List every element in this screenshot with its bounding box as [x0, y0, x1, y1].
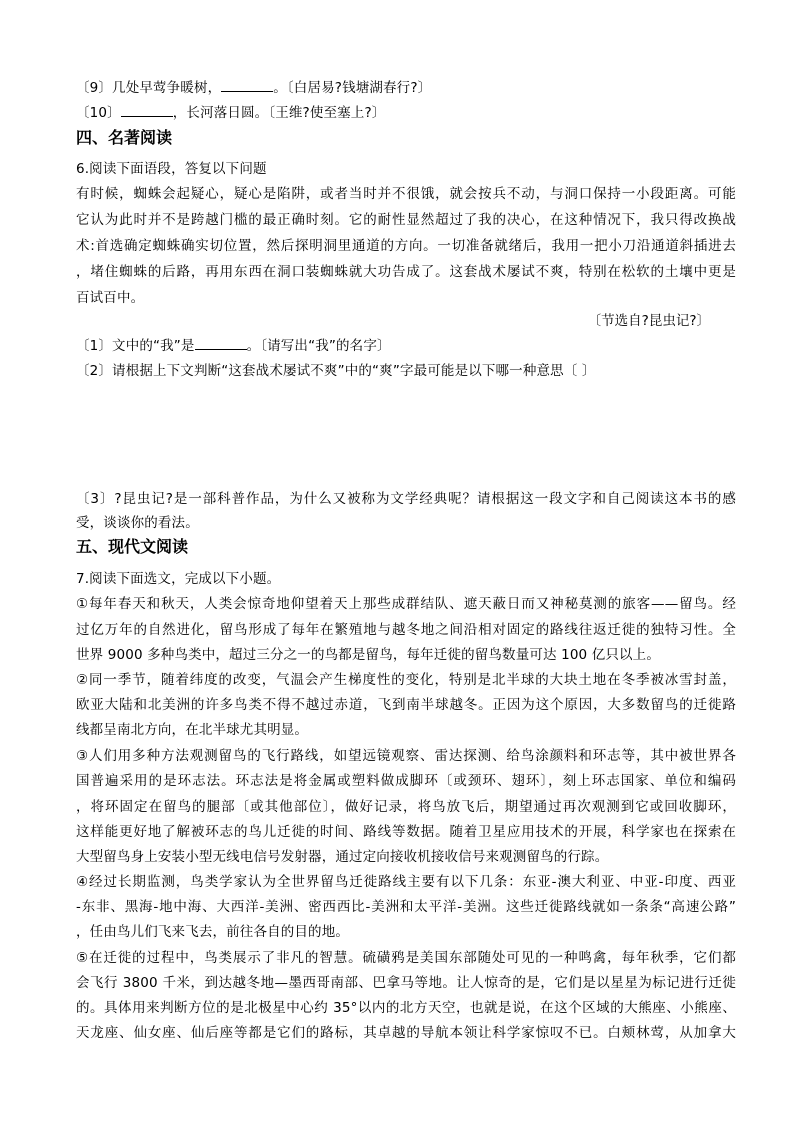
passage-line: ②同一季节，随着纬度的改变，气温会产生梯度性的变化，特别是北半球的大块土地在冬季被冰雪封盖， [76, 672, 736, 688]
passage-line: 大型留鸟身上安装小型无线电信号发射器，通过定向接收机接收信号来观测留鸟的行踪。 [76, 849, 609, 865]
question-3-line: 受，谈谈你的看法。 [76, 515, 199, 531]
passage-line: 国普遍采用的是环志法。环志法是将金属或塑料做成脚环〔或颈环、翅环〕，刻上环志国家、单位和编码 [76, 773, 736, 789]
passage-line: 天龙座、仙女座、仙后座等都是它们的路标，其卓越的导航本领让科学家惊叹不已。白颊林莺，从加拿大 [76, 1025, 736, 1041]
passage-line: 百试百中。 [76, 290, 145, 306]
section-heading: 四、名著阅读 [76, 128, 173, 147]
passage-line: ①每年春天和秋天，人类会惊奇地仰望着天上那些成群结队、遮天蔽日而又神秘莫测的旅客——留鸟。经 [76, 596, 736, 612]
passage-line: 会飞行 3800 千米，到达越冬地—墨西哥南部、巴拿马等地。让人惊奇的是，它们是以星星为标记进行迁徙 [76, 975, 736, 991]
passage-line: -东非、黑海-地中海、大西洋-美洲、密西西比-美洲和太平洋-美洲。这些迁徙路线就如一条条“高速公路” [76, 899, 736, 915]
passage-line: 的。具体用来判断方位的是北极星中心约 35°以内的北方天空，也就是说，在这个区域的大熊座、小熊座、 [76, 1000, 736, 1016]
question-9 [76, 78, 736, 98]
question-10-prefix: 〔10〕 [76, 105, 121, 121]
instruction: 7.阅读下面选文，完成以下小题。 [76, 571, 281, 587]
section-heading: 五、现代文阅读 [76, 537, 189, 556]
passage-line: ④经过长期监测，鸟类学家认为全世界留鸟迁徙路线主要有以下几条：东亚-澳大利亚、中亚-印度、西亚 [76, 874, 736, 890]
question-9-prefix: 〔9〕几处早莺争暖树， [76, 80, 222, 96]
passage-line: 有时候，蜘蛛会起疑心，疑心是陷阱，或者当时并不很饿，就会按兵不动，与洞口保持一小段距离。可能 [76, 186, 736, 202]
passage-line: 线都呈南北方向，在北半球尤其明显。 [76, 722, 309, 738]
passage-line: ⑤在迁徙的过程中，鸟类展示了非凡的智慧。硫磺鸦是美国东部随处可见的一种鸣禽，每年秋季，它们都 [76, 950, 736, 966]
passage-line: ，任由鸟儿们飞来飞去，前往各自的目的地。 [76, 924, 349, 940]
answer-blank[interactable] [221, 79, 273, 92]
question-1-prefix: 〔1〕文中的“我”是 [76, 338, 195, 354]
passage-line: ，将环固定在留鸟的腿部〔或其他部位〕，做好记录，将鸟放飞后，期望通过再次观测到它或回收脚环， [76, 799, 736, 815]
passage-line: 它认为此时并不是跨越门槛的最正确时刻。它的耐性显然超过了我的决心，在这种情况下，我只得改换战 [76, 212, 736, 228]
question-10-suffix: ，长河落日圆。〔王维?使至塞上?〕 [172, 105, 386, 121]
question-2: 〔2〕请根据上下文判断“这套战术屡试不爽”中的“爽”字最可能是以下哪一种意思〔 〕 [76, 363, 596, 379]
passage-line: 术:首选确定蜘蛛确实切位置，然后探明洞里通道的方向。一切准备就绪后，我用一把小刀沿通道斜插进去 [76, 238, 736, 254]
passage-line: 这样能更好地了解被环志的鸟儿迁徙的时间、路线等数据。随着卫星应用技术的开展，科学家也在探索在 [76, 824, 736, 840]
passage-line: ，堵住蜘蛛的后路，再用东西在洞口装蜘蛛就大功告成了。这套战术屡试不爽，特别在松软的土壤中更是 [76, 264, 736, 280]
passage-line: 过亿万年的自然进化，留鸟形成了每年在繁殖地与越冬地之间沿相对固定的路线往返迁徙的独特习性。全 [76, 622, 736, 638]
answer-blank[interactable] [121, 104, 173, 117]
passage-line: ③人们用多种方法观测留鸟的飞行路线，如望远镜观察、雷达探测、给鸟涂颜料和环志等，其中被世界各 [76, 748, 736, 764]
instruction: 6.阅读下面语段，答复以下问题 [76, 161, 267, 177]
question-1 [76, 336, 736, 356]
passage-line: 欧亚大陆和北美洲的许多鸟类不得不越过赤道，飞到南半球越冬。正因为这个原因，大多数留鸟的迁徙路 [76, 697, 736, 713]
question-3-line: 〔3〕?昆虫记?是一部科普作品，为什么又被称为文学经典呢？请根据这一段文字和自己阅读这本书的感 [76, 491, 736, 507]
source-citation: 〔节选自?昆虫记?〕 [587, 313, 710, 329]
answer-blank[interactable] [195, 337, 247, 350]
question-9-suffix: 。〔白居易?钱塘湖春行?〕 [273, 80, 432, 96]
question-1-suffix: 。〔请写出“我”的名字〕 [246, 338, 391, 354]
question-10 [76, 103, 736, 123]
passage-line: 世界 9000 多种鸟类中，超过三分之一的鸟都是留鸟，每年迁徙的留鸟数量可达 100 亿只以上。 [76, 647, 660, 663]
